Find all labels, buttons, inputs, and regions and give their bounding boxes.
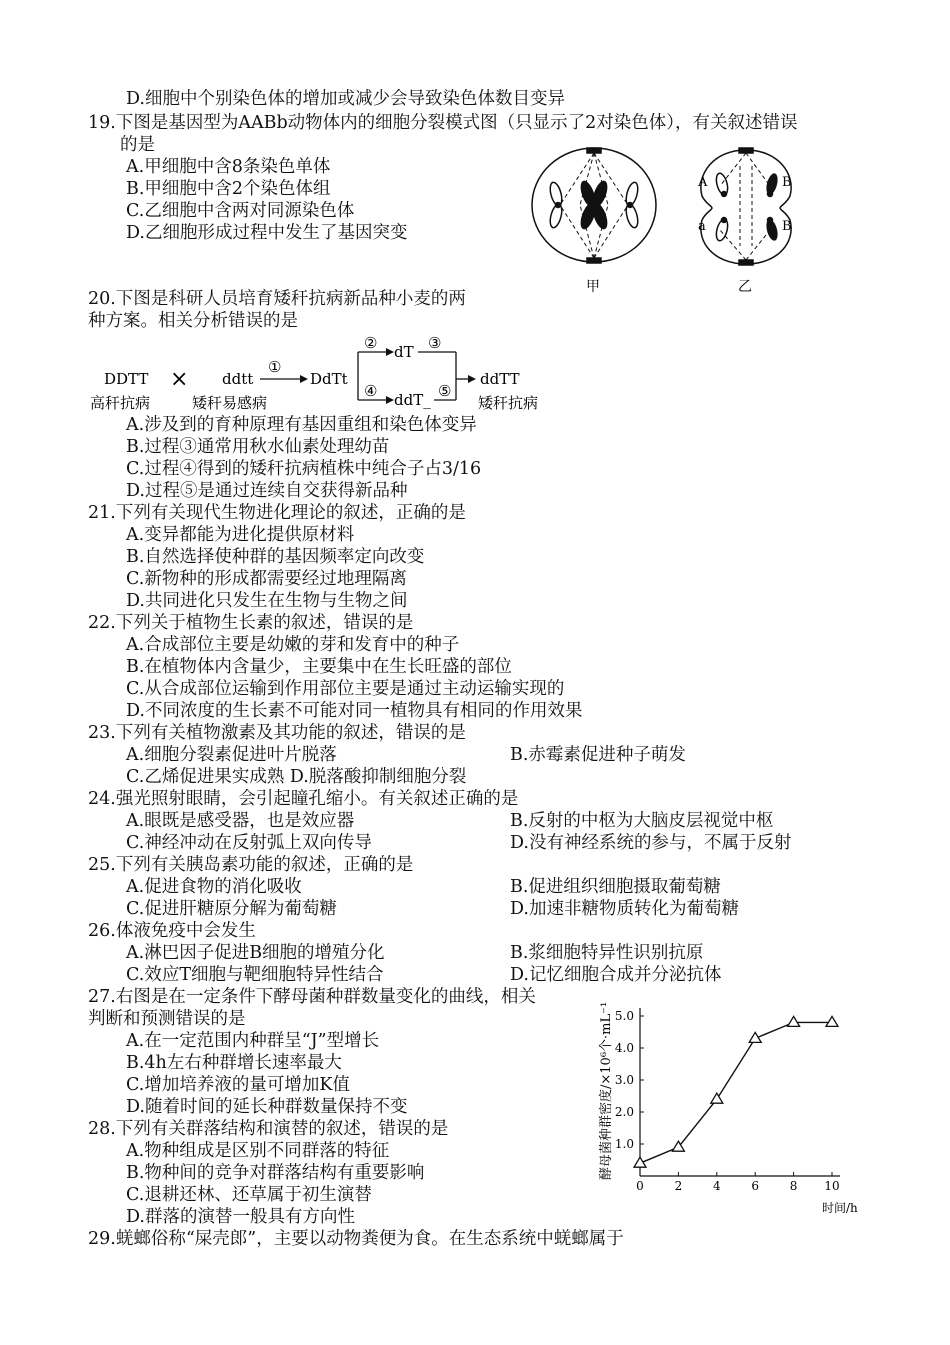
option-26a: A.淋巴因子促进B细胞的增殖分化 (126, 943, 385, 963)
question-27: 27.右图是在一定条件下酵母菌种群数量变化的曲线，相关 (88, 987, 536, 1007)
yeast-population-chart (590, 1000, 880, 1225)
question-20-cont: 种方案。相关分析错误的是 (88, 311, 298, 331)
parent1-genotype: DDTT (104, 370, 149, 388)
f1-genotype: DdTt (310, 370, 348, 388)
option-25a: A.促进食物的消化吸收 (126, 877, 302, 897)
question-27-cont: 判断和预测错误的是 (88, 1009, 246, 1029)
option-19d: D.乙细胞形成过程中发生了基因突变 (126, 223, 408, 243)
option-25b: B.促进组织细胞摄取葡萄糖 (510, 877, 721, 897)
option-19c: C.乙细胞中含两对同源染色体 (126, 201, 355, 221)
question-19: 19.下图是基因型为AABb动物体内的细胞分裂模式图（只显示了2对染色体），有关叙述错误 (88, 113, 798, 133)
question-26: 26.体液免疫中会发生 (88, 921, 256, 941)
gamete-genotype: dT (394, 343, 414, 361)
option-22b: B.在植物体内含量少，主要集中在生长旺盛的部位 (126, 657, 512, 677)
cell-jia (532, 148, 656, 263)
cell-yi (701, 148, 791, 265)
option-26c: C.效应T细胞与靶细胞特异性结合 (126, 965, 384, 985)
x-tick-label: 0 (636, 1179, 644, 1193)
option-23b: B.赤霉素促进种子萌发 (510, 745, 686, 765)
option-22d: D.不同浓度的生长素不可能对同一植物具有相同的作用效果 (126, 701, 583, 721)
question-19-cont: 的是 (120, 135, 155, 155)
question-25: 25.下列有关胰岛素功能的叙述，正确的是 (88, 855, 414, 875)
option-25d: D.加速非糖物质转化为葡萄糖 (510, 899, 739, 919)
data-point (826, 1016, 838, 1026)
y-tick-label: 5.0 (614, 1009, 634, 1023)
y-axis-label: 酵母菌种群密度/×10⁶个·mL⁻¹ (599, 1001, 614, 1180)
series-line (640, 1022, 832, 1163)
y-tick-label: 2.0 (614, 1105, 634, 1119)
option-20b: B.过程③通常用秋水仙素处理幼苗 (126, 437, 390, 457)
question-21: 21.下列有关现代生物进化理论的叙述，正确的是 (88, 503, 466, 523)
data-point (711, 1093, 723, 1103)
x-axis-label: 时间/h (822, 1201, 858, 1215)
parent2-label: 矮秆易感病 (192, 394, 268, 412)
option-22a: A.合成部位主要是幼嫩的芽和发育中的种子 (126, 635, 460, 655)
x-tick-label: 8 (789, 1179, 798, 1193)
step4-marker: ④ (364, 382, 378, 400)
data-point (788, 1016, 800, 1026)
option-21a: A.变异都能为进化提供原材料 (126, 525, 355, 545)
y-tick-label: 4.0 (614, 1041, 634, 1055)
option-19a: A.甲细胞中含8条染色单体 (126, 157, 331, 177)
option-19b: B.甲细胞中含2个染色体组 (126, 179, 331, 199)
option-28c: C.退耕还林、还草属于初生演替 (126, 1185, 372, 1205)
option-21c: C.新物种的形成都需要经过地理隔离 (126, 569, 407, 589)
option-27a: A.在一定范围内种群呈“J”型增长 (126, 1031, 380, 1051)
option-20a: A.涉及到的育种原理有基因重组和染色体变异 (126, 415, 477, 435)
gene-B-label-bottom: B (782, 219, 792, 234)
product-genotype: ddTT (480, 370, 520, 388)
option-21b: B.自然选择使种群的基因频率定向改变 (126, 547, 425, 567)
gene-a-label: a (698, 219, 706, 234)
option-23cd: C.乙烯促进果实成熟 D.脱落酸抑制细胞分裂 (126, 767, 467, 787)
option-28a: A.物种组成是区别不同群落的特征 (126, 1141, 390, 1161)
option-24b: B.反射的中枢为大脑皮层视觉中枢 (510, 811, 774, 831)
option-26d: D.记忆细胞合成并分泌抗体 (510, 965, 722, 985)
product-label: 矮秆抗病 (478, 394, 539, 412)
question-28: 28.下列有关群落结构和演替的叙述，错误的是 (88, 1119, 449, 1139)
option-27d: D.随着时间的延长种群数量保持不变 (126, 1097, 408, 1117)
question-29: 29.蜣螂俗称“屎壳郎”，主要以动物粪便为食。在生态系统中蜣螂属于 (88, 1229, 624, 1249)
parent1-label: 高秆抗病 (90, 394, 151, 412)
question-23: 23.下列有关植物激素及其功能的叙述，错误的是 (88, 723, 466, 743)
y-axis-label-group (598, 1002, 614, 1180)
option-20d: D.过程⑤是通过连续自交获得新品种 (126, 481, 408, 501)
gene-A-label: A (698, 175, 708, 190)
option-28b: B.物种间的竞争对群落结构有重要影响 (126, 1163, 425, 1183)
gene-B-label-top: B (782, 175, 792, 190)
option-27c: C.增加培养液的量可增加K值 (126, 1075, 350, 1095)
option-24a: A.眼既是感受器，也是效应器 (126, 811, 355, 831)
option-24d: D.没有神经系统的参与，不属于反射 (510, 833, 792, 853)
question-24: 24.强光照射眼睛，会引起瞳孔缩小。有关叙述正确的是 (88, 789, 519, 809)
option-28d: D.群落的演替一般具有方向性 (126, 1207, 355, 1227)
step1-marker: ① (268, 358, 282, 376)
option-26b: B.浆细胞特异性识别抗原 (510, 943, 704, 963)
option-23a: A.细胞分裂素促进叶片脱落 (126, 745, 337, 765)
question-22: 22.下列关于植物生长素的叙述，错误的是 (88, 613, 414, 633)
option-24c: C.神经冲动在反射弧上双向传导 (126, 833, 372, 853)
option-18d: D.细胞中个别染色体的增加或减少会导致染色体数目变异 (126, 89, 565, 109)
x-tick-label: 10 (824, 1179, 840, 1193)
y-tick-label: 1.0 (614, 1137, 634, 1151)
x-tick-label: 6 (751, 1179, 760, 1193)
option-20c: C.过程④得到的矮秆抗病植株中纯合子占3/16 (126, 459, 482, 479)
question-20: 20.下图是科研人员培育矮秆抗病新品种小麦的两 (88, 289, 466, 309)
option-21d: D.共同进化只发生在生物与生物之间 (126, 591, 408, 611)
label-yi: 乙 (738, 279, 752, 295)
option-25c: C.促进肝糖原分解为葡萄糖 (126, 899, 337, 919)
step3-marker: ③ (428, 334, 442, 352)
y-tick-label: 3.0 (614, 1073, 634, 1087)
option-27b: B.4h左右种群增长速率最大 (126, 1053, 342, 1073)
label-jia: 甲 (586, 279, 600, 295)
breeding-scheme (88, 334, 568, 414)
step2-marker: ② (364, 334, 378, 352)
parent2-genotype: ddtt (222, 370, 254, 388)
option-22c: C.从合成部位运输到作用部位主要是通过主动运输实现的 (126, 679, 565, 699)
cell-division-figure (528, 146, 798, 296)
step5-marker: ⑤ (438, 382, 452, 400)
x-tick-label: 4 (712, 1179, 721, 1193)
intermediate-genotype: ddT_ (394, 391, 431, 409)
x-tick-label: 2 (674, 1179, 683, 1193)
cross-symbol: × (170, 367, 189, 392)
